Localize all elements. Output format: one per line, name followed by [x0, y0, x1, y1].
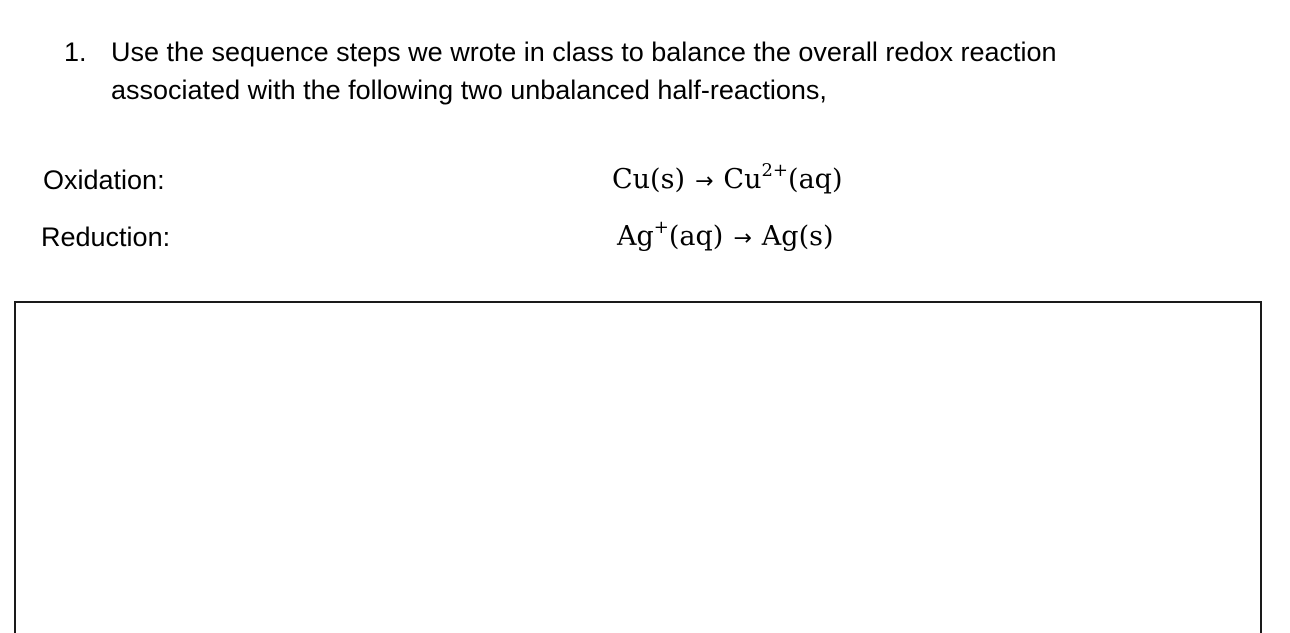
- question-number: 1.: [64, 37, 87, 67]
- question-text: [111, 33, 1211, 109]
- answer-box[interactable]: [14, 301, 1262, 633]
- oxidation-reactant: Cu(s): [612, 164, 685, 195]
- oxidation-product-state: (aq): [788, 164, 843, 195]
- oxidation-equation: [612, 160, 843, 198]
- reduction-reactant-state: (aq): [668, 221, 724, 252]
- reduction-reactant-charge: +: [653, 217, 669, 238]
- reduction-equation: [617, 217, 834, 255]
- oxidation-label: Oxidation:: [43, 165, 165, 195]
- reduction-label: Reduction:: [41, 222, 171, 252]
- question-line-2: associated with the following two unbalanced half-reactions,: [111, 75, 827, 105]
- oxidation-product-charge: 2+: [761, 160, 789, 181]
- oxidation-arrow: →: [694, 169, 714, 194]
- question-line-1: Use the sequence steps we wrote in class to balance the overall redox reaction: [111, 37, 1057, 67]
- reduction-reactant-species: Ag: [617, 221, 654, 252]
- reduction-product: Ag(s): [761, 221, 834, 252]
- reduction-arrow: →: [733, 226, 752, 251]
- oxidation-product-species: Cu: [723, 164, 762, 195]
